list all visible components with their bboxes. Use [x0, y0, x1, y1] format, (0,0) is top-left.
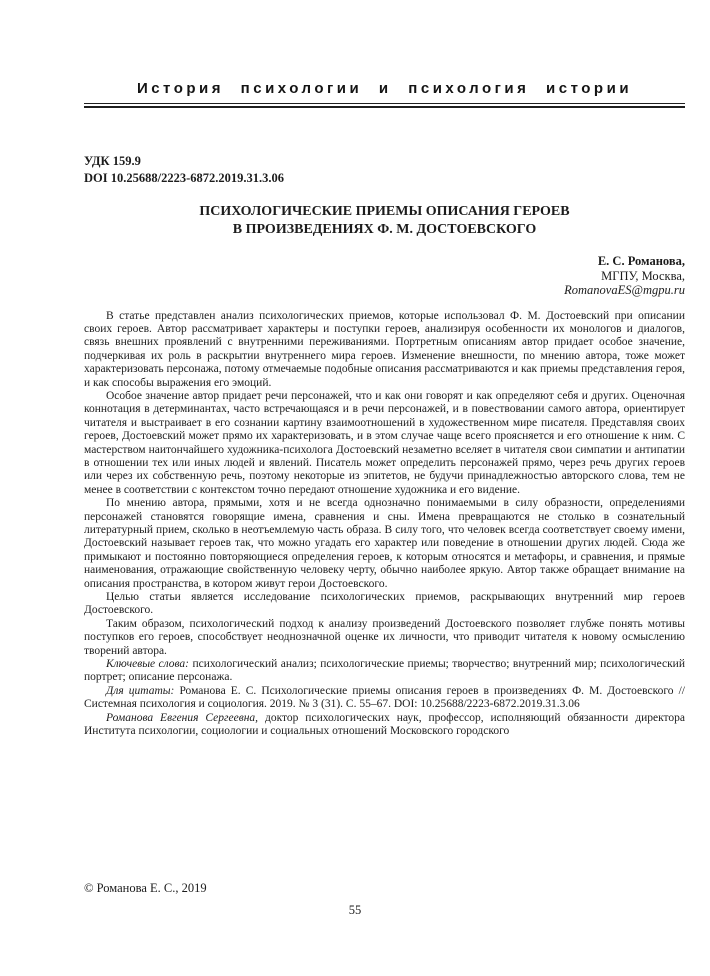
author-email: RomanovaES@mgpu.ru — [564, 283, 685, 297]
article-meta — [84, 153, 685, 187]
page-number: 55 — [348, 903, 362, 917]
abstract-paragraph-2: Особое значение автор придает речи персонажей, что и как они говорят и как определяют себя и других. Оценочная коннотация в детерминантах, часто встречающаяся и в речи персонажей, и в повествовании самого автора, ориентирует читателя и выстраивает в его сознании картину взаимоотношений в художественном мире писателя. Представляя своих героев, Достоевский может прямо их характеризовать, и в этом случае чаще всего проясняется и его отношение к ним. С мастерством наитончайшего художника-психолога Достоевский незаметно вселяет в читателя свои симпатии и антипатии в отношении тех или иных людей и явлений. Писатель может определить персонажей прямо, через речь других героев или через их собственную речь, поэтому некоторые из эпитетов, не будучи принадлежностью авторского слова, тем не менее в соответствии с контекстом точно передают отношение художника и его видение. — [84, 389, 685, 496]
author-block — [84, 254, 685, 298]
citation-label: Для цитаты: — [106, 684, 175, 697]
section-running-head: История психологии и психология истории — [136, 80, 633, 97]
keywords-text: психологический анализ; психологические приемы; творчество; внутренний мир; психологический портрет; описание персонажа. — [84, 658, 685, 684]
article-title-line-1: ПСИХОЛОГИЧЕСКИЕ ПРИЕМЫ ОПИСАНИЯ ГЕРОЕВ — [199, 204, 570, 219]
copyright-line: © Романова Е. С., 2019 — [84, 881, 207, 895]
keywords-paragraph — [84, 658, 685, 685]
article-title — [84, 203, 685, 238]
article-title-line-2: В ПРОИЗВЕДЕНИЯХ Ф. М. ДОСТОЕВСКОГО — [232, 221, 537, 237]
abstract-paragraph-5: Таким образом, психологический подход к анализу произведений Достоевского позволяет глубже понять мотивы поступков его героев, способствует неоднозначной оценке их личности, что приводит читателя к новому осмыслению творений автора. — [84, 617, 685, 657]
udc-code: УДК 159.9 — [84, 154, 141, 168]
page-content-column — [84, 0, 685, 739]
abstract-paragraph-3: По мнению автора, прямыми, хотя и не всегда однозначно понимаемыми в силу образности, определениями персонажей становятся говорящие имена, сравнения и сны. Имена превращаются не столько в сознательный литературный прием, сколько в неотъемлемую часть образа. В силу того, что человек всегда соответствует своему имени, Достоевский называет героев так, что можно угадать его характер или поведение в отношении других людей. Сюда же примыкают и постоянно повторяющиеся определения героев, к которым относятся и метафоры, и сравнения, и прямые наименования, отражающие свойственную человеку черту, обычно наиболее яркую. Автор также обращает внимание на описания пространства, в котором живут герои Достоевского. — [84, 497, 685, 590]
author-name: Е. С. Романова, — [597, 254, 685, 268]
citation-paragraph — [84, 685, 685, 712]
abstract-section — [84, 310, 685, 659]
citation-text: Романова Е. С. Психологические приемы описания героев в произведениях Ф. М. Достоевского // Системная психология и социология. 2019. № 3 (31). С. 55–67. DOI: 10.25688/2223-6872.2019.31.3.06 — [84, 684, 686, 711]
doi-code: DOI 10.25688/2223-6872.2019.31.3.06 — [84, 171, 284, 185]
abstract-paragraph-1: В статье представлен анализ психологических приемов, которые использовал Ф. М. Достоевский при описании своих героев. Автор рассматривает характеры и поступки героев, анализируя особенности их монологов и диалогов, связь внешних проявлений с внутренними переживаниями. Портретным описаниям автор придает особое значение, подчеркивая их роль в раскрытии внутреннего мира героев. Изменение внешности, по мнению автора, тоже может характеризовать персонажа, потому отмечаемые подобные описания рассматриваются и как приемы представления героя, и как способы выражения его эмоций. — [84, 309, 685, 389]
author-bio-paragraph — [84, 712, 685, 739]
author-bio-name: Романова Евгения Сергеевна, — [106, 711, 259, 724]
abstract-paragraph-4: Целью статьи является исследование психологических приемов, раскрывающих внутренний мир героев Достоевского. — [84, 591, 685, 617]
author-affiliation: МГПУ, Москва, — [601, 268, 685, 283]
header-double-rule — [84, 103, 685, 108]
author-bio-text: доктор психологических наук, профессор, исполняющий обязанности директора Института психологии, социологии и социальных отношений Московского городского — [84, 711, 685, 738]
keywords-label: Ключевые слова: — [106, 658, 190, 671]
